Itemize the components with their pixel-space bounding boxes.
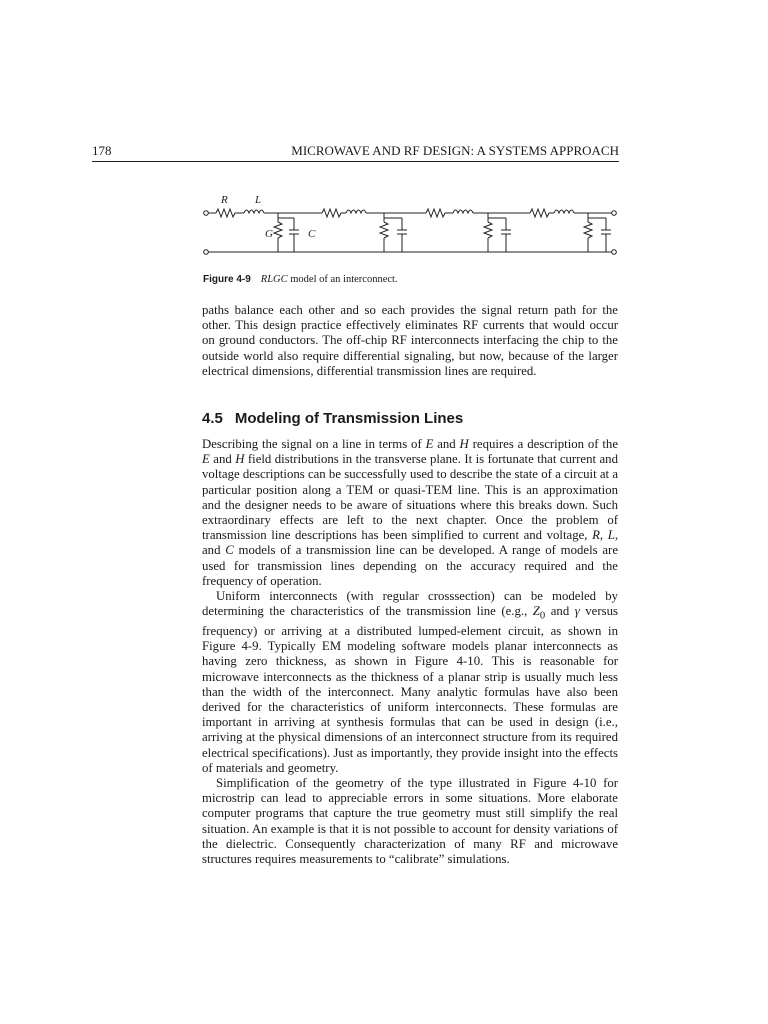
caption-math: RLGC xyxy=(260,274,288,285)
resistor-1 xyxy=(216,209,235,217)
label-l: L xyxy=(255,194,262,206)
rlgc-circuit-diagram xyxy=(200,188,620,266)
inductor-1 xyxy=(244,210,264,213)
section-body xyxy=(202,437,618,867)
inductor-2 xyxy=(346,210,366,213)
output-terminal-top xyxy=(612,211,617,216)
input-terminal-bottom xyxy=(204,250,209,255)
figure-caption xyxy=(203,274,398,285)
resistor-2 xyxy=(322,209,341,217)
label-r: R xyxy=(221,194,228,206)
section-heading xyxy=(202,410,463,427)
rlgc-circuit-figure xyxy=(200,188,620,266)
resistor-4 xyxy=(530,209,549,217)
section-title: Modeling of Transmission Lines xyxy=(234,410,464,427)
conductance-2 xyxy=(380,222,388,238)
caption-label: Figure 4-9 xyxy=(203,274,251,285)
inductor-3 xyxy=(453,210,473,213)
intro-paragraph: paths balance each other and so each provides the signal return path for the other. This design practice effectively eliminates RF currents that would occur on ground conductors. The off-chip RF interconnects interfacing the chip to the outside world also require differential signaling, but now, because of the larger electrical dimensions, differential transmission lines are required. xyxy=(202,303,618,378)
intro-paragraph-block xyxy=(202,303,618,379)
output-terminal-bottom xyxy=(612,250,617,255)
resistor-3 xyxy=(426,209,445,217)
page-number: 178 xyxy=(92,143,112,158)
paragraph-1: Describing the signal on a line in terms of E and H requires a description of the E and H field distributions in the transverse plane. It is fortunate that current and voltage descriptions can be successfully used to describe the state of a circuit at a particular position along a TEM or quasi-TEM line. This is an approximation and the designer needs to be aware of situations where this breaks down. Such extraordinary effects are left to the next chapter. Once the problem of transmission line descriptions has been simplified to current and voltage, R, L, and C models of a transmission line can be developed. A range of models are used for transmission lines depending on the accuracy required and the frequency of operation. xyxy=(202,437,619,588)
conductance-3 xyxy=(484,222,492,238)
running-head: MICROWAVE AND RF DESIGN: A SYSTEMS APPROACH xyxy=(291,143,619,158)
conductance-4 xyxy=(584,222,592,238)
input-terminal-top xyxy=(204,211,209,216)
caption-text: model of an interconnect. xyxy=(287,274,398,285)
paragraph-2: Uniform interconnects (with regular crosssection) can be modeled by determining the characteristics of the transmission line (e.g., $Z_0$ and γ versus frequency) or arriving at a distributed lumped-element circuit, as shown in Figure 4-9. Typically EM modeling software models planar interconnects as having zero thickness, as shown in Figure 4-10. This is reasonable for microwave interconnects as the thickness of a planar strip is usually much less than the width of the interconnect. Many analytic formulas have also been derived for the characteristics of uniform interconnects. These formulas are important in arriving at synthesis formulas that can be used in design (i.e., arriving at the physical dimensions of an interconnect structure from its required electrical specifications). Just as importantly, they provide insight into the effects of materials and geometry. xyxy=(202,589,618,775)
label-g: G xyxy=(265,228,273,240)
page-header xyxy=(92,143,619,162)
inductor-4 xyxy=(554,210,574,213)
section-number: 4.5 xyxy=(202,410,223,427)
conductance-1 xyxy=(274,222,282,238)
paragraph-3: Simplification of the geometry of the type illustrated in Figure 4-10 for microstrip can lead to appreciable errors in some situations. More elaborate computer programs that capture the true geometry must still simplify the real situation. An example is that it is not possible to account for density variations of the dielectric. Consequently characterization of many RF and microwave structures requires measurements to “calibrate” simulations. xyxy=(202,776,618,867)
label-c: C xyxy=(308,228,316,240)
